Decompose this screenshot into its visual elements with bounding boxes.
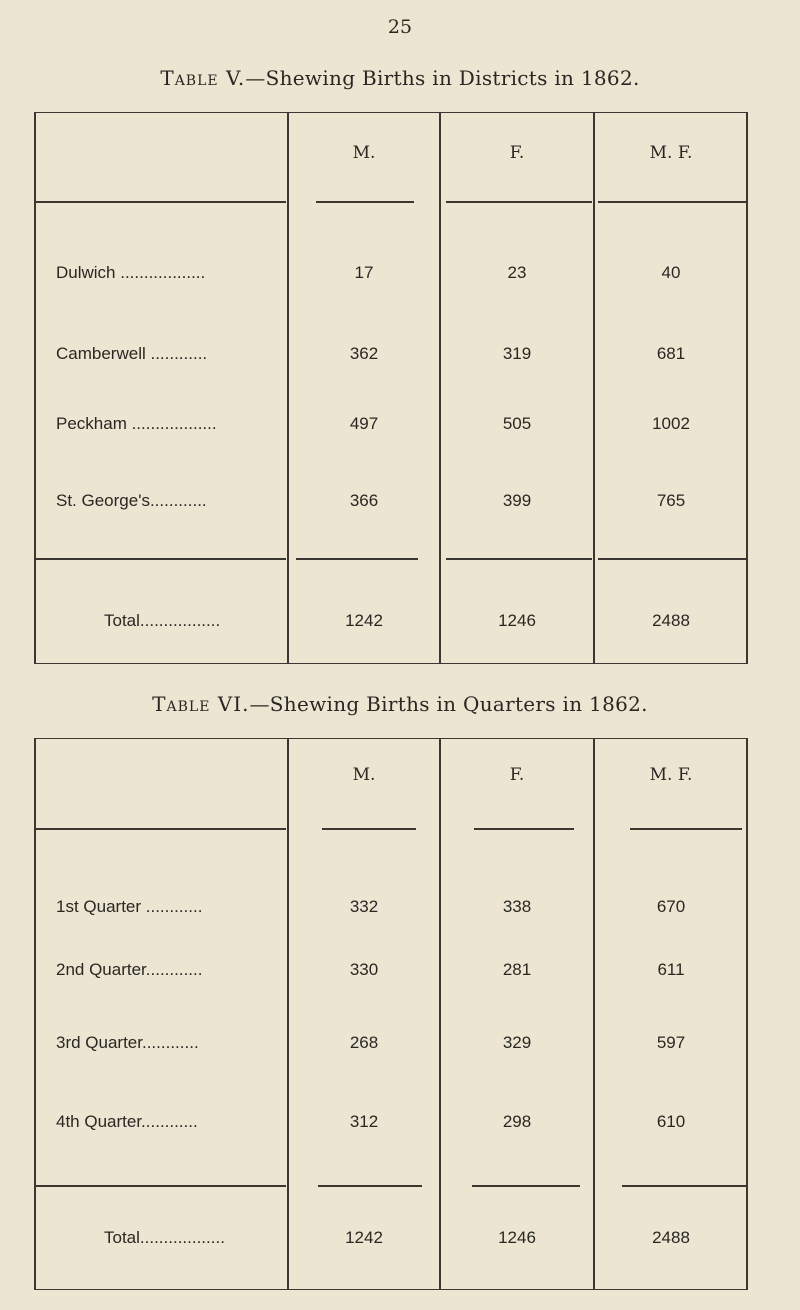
value-f: 329 — [502, 1033, 532, 1052]
total-m: 1242 — [345, 611, 383, 630]
value-m: 17 — [354, 263, 374, 282]
table6-rule — [34, 1185, 286, 1187]
total-m: 1242 — [345, 1228, 383, 1247]
table-row — [34, 486, 748, 516]
table6-rule — [34, 828, 286, 830]
value-mf: 611 — [657, 960, 685, 979]
row-label: Dulwich .................. — [56, 263, 206, 282]
value-f: 399 — [502, 491, 532, 510]
table6-caption-label: Table VI. — [152, 692, 250, 716]
value-mf: 681 — [656, 344, 686, 363]
table6-rule — [630, 828, 742, 830]
table5-rule — [598, 558, 746, 560]
table5-rule — [598, 201, 746, 203]
table6-header-m: M. — [352, 765, 376, 785]
table5-rule — [34, 201, 286, 203]
table6-rule — [622, 1185, 746, 1187]
table6-header-row — [34, 760, 748, 790]
table6-total-row — [34, 1223, 748, 1253]
value-mf: 1002 — [652, 414, 690, 433]
row-label: 3rd Quarter............ — [56, 1033, 199, 1052]
table5-divider-2 — [439, 113, 441, 663]
value-f: 505 — [502, 414, 532, 433]
table6-border-right — [746, 739, 748, 1289]
page-number: 25 — [387, 16, 413, 38]
table-row — [34, 955, 748, 985]
table5-header-mf: M. F. — [649, 143, 693, 163]
table6-header-mf: M. F. — [649, 765, 693, 785]
total-mf: 2488 — [652, 611, 690, 630]
table6-rule — [318, 1185, 422, 1187]
table5-border-left — [34, 113, 36, 663]
table5-rule — [446, 558, 592, 560]
value-m: 268 — [349, 1033, 379, 1052]
row-label: St. George's............ — [56, 491, 207, 510]
value-f: 23 — [507, 263, 527, 282]
value-mf: 670 — [656, 897, 686, 916]
table-row — [34, 409, 748, 439]
table5-header-m: M. — [352, 143, 376, 163]
value-f: 319 — [502, 344, 532, 363]
table6-divider-2 — [439, 739, 441, 1289]
value-m: 362 — [349, 344, 379, 363]
table6-caption-text: —Shewing Births in Quarters in 1862. — [249, 692, 648, 716]
value-f: 338 — [502, 897, 532, 916]
table5-rule — [296, 558, 418, 560]
table5-divider-3 — [593, 113, 595, 663]
table6-border-left — [34, 739, 36, 1289]
value-f: 298 — [502, 1112, 532, 1131]
row-label: Peckham .................. — [56, 414, 217, 433]
table5 — [34, 112, 748, 664]
table-row — [34, 339, 748, 369]
value-mf: 610 — [656, 1112, 686, 1131]
table6-rule — [474, 828, 574, 830]
table-row — [34, 258, 748, 288]
table6 — [34, 738, 748, 1290]
value-mf: 597 — [656, 1033, 686, 1052]
value-mf: 40 — [661, 263, 681, 282]
table6-rule — [322, 828, 416, 830]
total-mf: 2488 — [652, 1228, 690, 1247]
table6-divider-3 — [593, 739, 595, 1289]
value-mf: 765 — [656, 491, 686, 510]
table6-divider-1 — [287, 739, 289, 1289]
value-m: 332 — [349, 897, 379, 916]
table6-header-f: F. — [509, 765, 525, 785]
value-f: 281 — [502, 960, 532, 979]
total-f: 1246 — [498, 1228, 536, 1247]
value-m: 312 — [349, 1112, 379, 1131]
row-label: Camberwell ............ — [56, 344, 208, 363]
table5-header-f: F. — [509, 143, 525, 163]
table-row — [34, 1028, 748, 1058]
table6-rule — [472, 1185, 580, 1187]
total-f: 1246 — [498, 611, 536, 630]
table5-divider-1 — [287, 113, 289, 663]
table5-rule — [316, 201, 414, 203]
table6-caption — [0, 692, 800, 716]
table5-total-row — [34, 606, 748, 636]
table5-caption — [0, 66, 800, 90]
table5-caption-label: Table V. — [160, 66, 246, 90]
table-row — [34, 892, 748, 922]
row-label: 1st Quarter ............ — [56, 897, 203, 916]
table5-rule — [34, 558, 286, 560]
table5-caption-text: —Shewing Births in Districts in 1862. — [245, 66, 640, 90]
total-label: Total.................. — [104, 1228, 225, 1247]
row-label: 2nd Quarter............ — [56, 960, 203, 979]
value-m: 330 — [349, 960, 379, 979]
table5-rule — [446, 201, 592, 203]
row-label: 4th Quarter............ — [56, 1112, 198, 1131]
table-row — [34, 1107, 748, 1137]
table5-header-row — [34, 138, 748, 168]
table5-border-right — [746, 113, 748, 663]
value-m: 497 — [349, 414, 379, 433]
total-label: Total................. — [104, 611, 221, 630]
value-m: 366 — [349, 491, 379, 510]
